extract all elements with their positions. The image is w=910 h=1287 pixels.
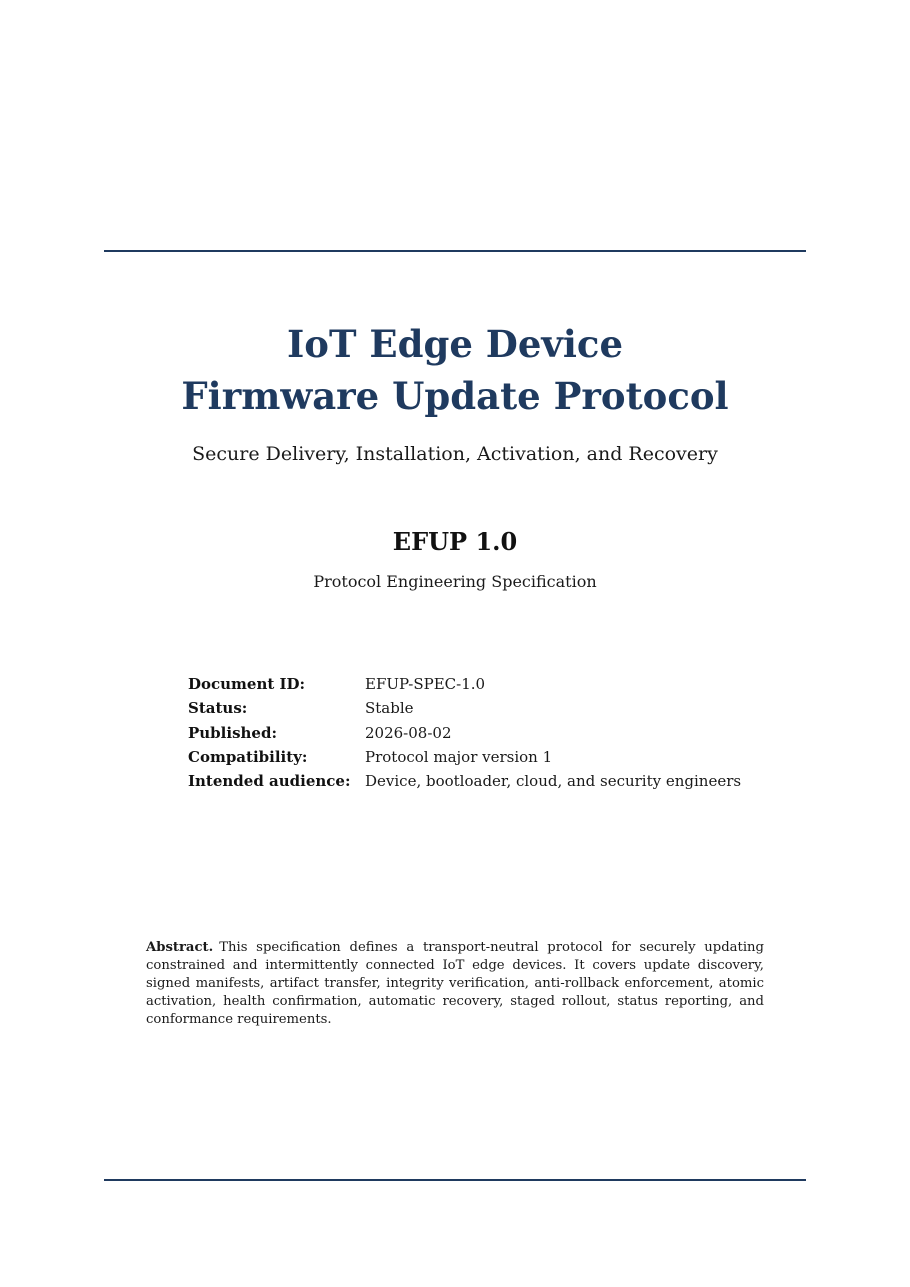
document-title <box>0 318 910 422</box>
abstract-text: This specification defines a transport-neutral protocol for securely updating constrained and intermittently connected IoT edge devices. It covers update discovery, signed manifests, artifact transfer, integrity verification, anti-rollback enforcement, atomic activation, health confirmation, automatic recovery, staged rollout, status reporting, and conformance requirements. <box>146 940 764 1027</box>
metadata-table <box>188 672 741 793</box>
metadata-value: Stable <box>365 699 414 718</box>
document-type: Protocol Engineering Specification <box>313 572 597 591</box>
metadata-row-status <box>188 696 741 720</box>
metadata-key: Published: <box>188 723 277 742</box>
document-version: EFUP 1.0 <box>392 527 518 556</box>
title-line-1: IoT Edge Device <box>286 322 624 366</box>
top-rule <box>104 250 806 252</box>
metadata-row-document-id <box>188 672 741 696</box>
metadata-value: Device, bootloader, cloud, and security engineers <box>365 772 742 791</box>
abstract <box>146 939 764 1029</box>
metadata-row-intended-audience <box>188 769 741 793</box>
metadata-key: Status: <box>188 699 248 718</box>
metadata-value: EFUP-SPEC-1.0 <box>365 675 486 694</box>
metadata-value: Protocol major version 1 <box>365 748 553 767</box>
document-subtitle: Secure Delivery, Installation, Activation, and Recovery <box>192 443 718 465</box>
bottom-rule <box>104 1179 806 1181</box>
metadata-row-compatibility <box>188 745 741 769</box>
metadata-row-published <box>188 721 741 745</box>
title-line-2: Firmware Update Protocol <box>181 374 729 418</box>
abstract-label: Abstract. <box>146 940 214 955</box>
metadata-key: Document ID: <box>188 675 306 694</box>
metadata-key: Compatibility: <box>188 748 308 767</box>
metadata-value: 2026-08-02 <box>365 723 452 742</box>
metadata-key: Intended audience: <box>188 772 351 791</box>
